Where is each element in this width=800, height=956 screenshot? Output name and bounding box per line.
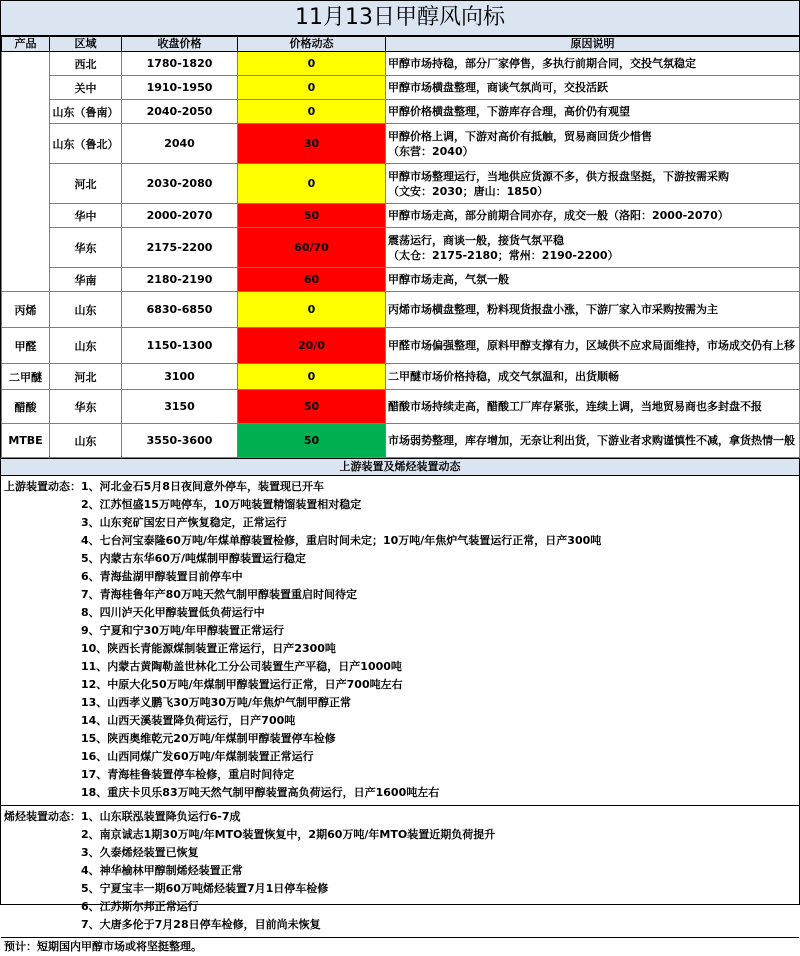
change-cell: 60/70: [238, 228, 386, 268]
header-reason: 原因说明: [386, 37, 800, 52]
header-region: 区域: [50, 37, 122, 52]
reason-line: 甲醛市场偏强整理，原料甲醇支撑有力，区域供不应求局面维持，市场成交仍有上移: [388, 339, 795, 352]
reason-line: 市场弱势整理，库存增加，无奈让利出货，下游业者求购谨慎性不减，拿货热情一般: [388, 434, 795, 447]
region-cell: 山东: [50, 328, 122, 364]
region-cell: 山东: [50, 292, 122, 328]
reason-cell: [386, 164, 800, 204]
page-title: 11月13日甲醇风向标: [1, 1, 799, 36]
upstream-label: 上游装置动态：: [4, 480, 81, 493]
reason-line: 甲醇价格横盘整理，下游库存合理，高价仍有观望: [388, 105, 630, 118]
price-cell: 6830-6850: [122, 292, 238, 328]
table-row: [2, 204, 800, 228]
list-item: 5、宁夏宝丰一期60万吨烯烃装置7月1日停车检修: [81, 882, 329, 895]
table-row: [2, 52, 800, 76]
price-cell: 2040-2050: [122, 100, 238, 124]
price-cell: 2030-2080: [122, 164, 238, 204]
list-item: 6、青海盐湖甲醇装置目前停车中: [81, 570, 243, 583]
section-title: 上游装置及烯烃装置动态: [1, 458, 799, 476]
region-cell: 山东（鲁北）: [50, 124, 122, 164]
change-cell: 20/0: [238, 328, 386, 364]
region-cell: 华南: [50, 268, 122, 292]
list-item: 3、久泰烯烃装置已恢复: [81, 846, 199, 859]
product-cell: [2, 52, 50, 292]
price-cell: 3550-3600: [122, 424, 238, 458]
list-item: 6、江苏斯尔邦正常运行: [81, 900, 199, 913]
reason-line: 甲醇市场整理运行，当地供应货源不多，供方报盘坚挺，下游按需采购: [388, 169, 729, 183]
region-cell: 华中: [50, 204, 122, 228]
table-row: [2, 164, 800, 204]
table-header-row: [2, 37, 800, 52]
reason-cell: [386, 424, 800, 458]
reason-cell: [386, 100, 800, 124]
reason-cell: [386, 76, 800, 100]
table-row: [2, 124, 800, 164]
price-cell: 2180-2190: [122, 268, 238, 292]
reason-line: 二甲醚市场价格持稳，成交气氛温和，出货顺畅: [388, 370, 619, 383]
list-item: 1、河北金石5月8日夜间意外停车，装置现已开车: [81, 480, 324, 493]
reason-cell: [386, 292, 800, 328]
reason-line: 甲醇市场走高，部分前期合同亦存，成交一般（洛阳：2000-2070）: [388, 209, 729, 222]
product-cell: MTBE: [2, 424, 50, 458]
header-product: 产品: [2, 37, 50, 52]
list-item: 1、山东联泓装置降负运行6-7成: [81, 810, 241, 823]
reason-cell: [386, 328, 800, 364]
list-item: 18、重庆卡贝乐83万吨天然气制甲醇装置高负荷运行，日产1600吨左右: [81, 786, 440, 799]
price-cell: 2000-2070: [122, 204, 238, 228]
list-item: 12、中原大化50万吨/年煤制甲醇装置运行正常，日产700吨左右: [81, 678, 403, 691]
change-cell: 0: [238, 364, 386, 390]
reason-line: 甲醇价格上调，下游对高价有抵触，贸易商回货少惜售: [388, 129, 652, 143]
list-item: 11、内蒙古黄陶勒盖世林化工分公司装置生产平稳，日产1000吨: [81, 660, 402, 673]
table-row: [2, 100, 800, 124]
change-cell: 30: [238, 124, 386, 164]
change-cell: 0: [238, 100, 386, 124]
change-cell: 50: [238, 424, 386, 458]
reason-line: 震荡运行，商谈一般，接货气氛平稳: [388, 233, 564, 247]
reason-cell: [386, 364, 800, 390]
price-cell: 1780-1820: [122, 52, 238, 76]
reason-line: 甲醇市场持稳，部分厂家停售，多执行前期合同，交投气氛稳定: [388, 57, 696, 70]
list-item: 16、山西同煤广发60万吨/年煤制装置正常运行: [81, 750, 314, 763]
olefin-list: [1, 806, 799, 937]
reason-line: 甲醇市场走高，气氛一般: [388, 273, 509, 286]
change-cell: 50: [238, 390, 386, 424]
region-cell: 河北: [50, 164, 122, 204]
table-row: [2, 292, 800, 328]
product-cell: 甲醛: [2, 328, 50, 364]
price-cell: 3150: [122, 390, 238, 424]
list-item: 13、山西孝义鹏飞30万吨30万吨/年焦炉气制甲醇正常: [81, 696, 351, 709]
list-item: 14、山西天溪装置降负荷运行，日产700吨: [81, 714, 296, 727]
reason-line: 醋酸市场持续走高，醋酸工厂库存紧张，连续上调，当地贸易商也多封盘不报: [388, 400, 762, 413]
product-cell: 丙烯: [2, 292, 50, 328]
change-cell: 50: [238, 204, 386, 228]
reason-cell: [386, 124, 800, 164]
list-item: 4、七台河宝泰隆60万吨/年煤单醇装置检修，重启时间未定；10万吨/年焦炉气装置运行正常，日产300吨: [81, 534, 602, 547]
upstream-block: [1, 476, 799, 806]
table-row: [2, 390, 800, 424]
header-change: 价格动态: [238, 37, 386, 52]
list-item: 10、陕西长青能源煤制装置正常运行，日产2300吨: [81, 642, 336, 655]
reason-cell: [386, 204, 800, 228]
product-cell: 醋酸: [2, 390, 50, 424]
olefin-label: 烯烃装置动态：: [4, 810, 81, 823]
reason-cell: [386, 268, 800, 292]
price-cell: 2040: [122, 124, 238, 164]
price-table: [1, 36, 800, 458]
reason-cell: [386, 52, 800, 76]
list-item: 17、青海桂鲁装置停车检修，重启时间待定: [81, 768, 295, 781]
table-row: [2, 328, 800, 364]
change-cell: 60: [238, 268, 386, 292]
price-cell: 1910-1950: [122, 76, 238, 100]
region-cell: 山东: [50, 424, 122, 458]
list-item: 8、四川泸天化甲醇装置低负荷运行中: [81, 606, 265, 619]
price-cell: 1150-1300: [122, 328, 238, 364]
reason-line: （文安：2030；唐山：1850）: [388, 184, 549, 198]
header-price: 收盘价格: [122, 37, 238, 52]
list-item: 15、陕西奥维乾元20万吨/年煤制甲醇装置停车检修: [81, 732, 336, 745]
change-cell: 0: [238, 292, 386, 328]
region-cell: 华东: [50, 228, 122, 268]
table-row: [2, 364, 800, 390]
list-item: 7、青海桂鲁年产80万吨天然气制甲醇装置重启时间待定: [81, 588, 357, 601]
list-item: 3、山东兖矿国宏日产恢复稳定，正常运行: [81, 516, 287, 529]
list-item: 4、神华榆林甲醇制烯烃装置正常: [81, 864, 243, 877]
table-row: [2, 228, 800, 268]
reason-cell: [386, 228, 800, 268]
list-item: 7、大唐多伦于7月28日停车检修，目前尚未恢复: [81, 918, 321, 931]
list-item: 9、宁夏和宁30万吨/年甲醇装置正常运行: [81, 624, 284, 637]
list-item: 2、江苏恒盛15万吨停车，10万吨装置精馏装置相对稳定: [81, 498, 362, 511]
product-cell: 二甲醚: [2, 364, 50, 390]
table-row: [2, 424, 800, 458]
reason-line: （太仓：2175-2180；常州：2190-2200）: [388, 248, 619, 262]
change-cell: 0: [238, 76, 386, 100]
reason-line: 甲醇市场横盘整理，商谈气氛尚可，交投活跃: [388, 81, 608, 94]
forecast-note: 预计：短期国内甲醇市场或将坚挺整理。: [4, 940, 202, 953]
reason-line: （东营：2040）: [388, 144, 474, 158]
region-cell: 西北: [50, 52, 122, 76]
region-cell: 关中: [50, 76, 122, 100]
price-cell: 2175-2200: [122, 228, 238, 268]
reason-line: 丙烯市场横盘整理，粉料现货报盘小涨，下游厂家入市采购按需为主: [388, 303, 718, 316]
table-row: [2, 76, 800, 100]
upstream-list: [1, 476, 799, 805]
olefin-block: [1, 806, 799, 938]
change-cell: 0: [238, 52, 386, 76]
region-cell: 山东（鲁南）: [50, 100, 122, 124]
table-row: [2, 268, 800, 292]
change-cell: 0: [238, 164, 386, 204]
region-cell: 河北: [50, 364, 122, 390]
list-item: 5、内蒙古东华60万/吨煤制甲醇装置运行稳定: [81, 552, 306, 565]
region-cell: 华东: [50, 390, 122, 424]
price-cell: 3100: [122, 364, 238, 390]
reason-cell: [386, 390, 800, 424]
list-item: 2、南京诚志1期30万吨/年MTO装置恢复中，2期60万吨/年MTO装置近期负荷提升: [81, 828, 496, 841]
